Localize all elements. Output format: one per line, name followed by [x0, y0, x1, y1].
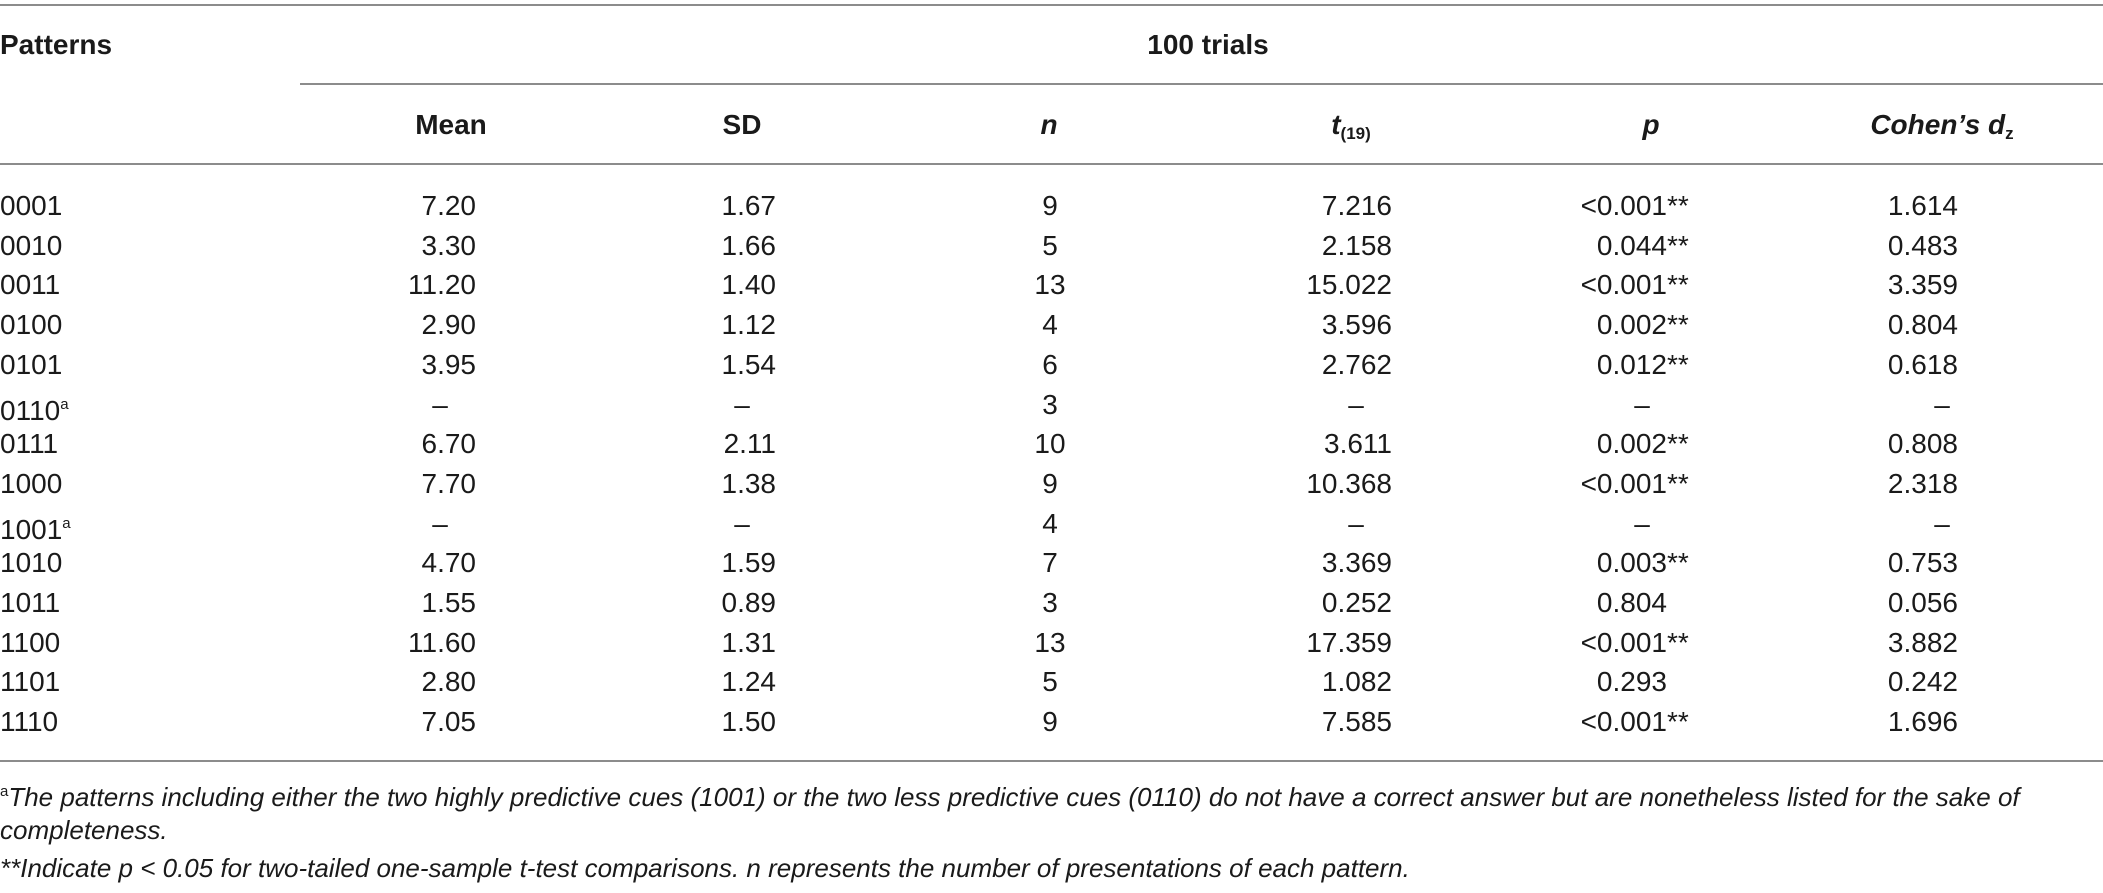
- footnote-marker: a: [62, 514, 71, 532]
- t-cell: 7.216: [1321, 190, 1392, 221]
- pattern-value: 0110: [0, 394, 61, 426]
- p-header: [1642, 108, 1659, 142]
- sd-header-label: SD: [722, 109, 762, 140]
- t-cell: 15.022: [1306, 269, 1392, 301]
- mean-cell: 3.30: [421, 229, 476, 261]
- cohens-d-cell: –: [1934, 388, 1950, 420]
- footnote-text: completeness.: [0, 815, 168, 845]
- p-value: 0.804: [1596, 587, 1667, 618]
- sd-header: [723, 108, 762, 142]
- footnote-line: [0, 773, 2103, 816]
- cohens-d-cell: 2.318: [1887, 467, 1958, 499]
- p-cell: [1581, 626, 1720, 660]
- cohens-d-cell: 1.696: [1887, 706, 1958, 738]
- t-cell: 3.596: [1321, 309, 1392, 341]
- pattern-cell: [0, 705, 58, 739]
- pattern-cell: [0, 427, 58, 461]
- sd-cell: 1.66: [721, 229, 776, 261]
- cohens-d-cell: 0.242: [1887, 666, 1958, 698]
- footnote-marker: a: [60, 395, 69, 413]
- cohens-d-header-subscript: z: [2005, 124, 2014, 143]
- sd-cell: 1.40: [721, 269, 776, 301]
- n-cell: 10: [1034, 428, 1066, 460]
- pattern-value: 1110: [0, 706, 59, 738]
- n-cell: 9: [1042, 706, 1058, 738]
- pattern-value: 0101: [0, 348, 63, 380]
- pattern-value: 0001: [0, 190, 63, 221]
- stub-header: Patterns: [0, 29, 113, 60]
- t-cell: 1.082: [1321, 666, 1392, 698]
- pattern-value: 1101: [0, 666, 61, 698]
- n-cell: 4: [1042, 309, 1058, 341]
- p-cell: –: [1634, 507, 1650, 539]
- p-value: 0.002: [1596, 309, 1667, 341]
- p-value: 0.293: [1596, 666, 1667, 698]
- mean-cell: 1.55: [421, 587, 476, 618]
- mean-cell: 6.70: [421, 428, 476, 460]
- mean-header-label: Mean: [415, 109, 487, 140]
- p-cell: [1597, 546, 1720, 580]
- mean-cell: 7.70: [421, 467, 476, 499]
- footnote-text: The patterns including either the two highly predictive cues (1001) or the two less predictive cues (0110) do not have a correct answer but are nonetheless listed for the sake of: [8, 782, 2020, 812]
- pattern-value: 0010: [0, 229, 63, 261]
- significance-marker: **: [1667, 190, 1689, 221]
- p-cell: [1597, 665, 1720, 699]
- mean-cell: 11.60: [408, 626, 476, 658]
- p-cell: [1597, 348, 1720, 382]
- pattern-cell: [0, 546, 62, 580]
- n-cell: 13: [1034, 626, 1066, 658]
- p-value: <0.001: [1580, 706, 1667, 738]
- significance-marker: **: [1667, 348, 1689, 380]
- n-cell: 6: [1042, 348, 1058, 380]
- p-value: <0.001: [1580, 626, 1667, 658]
- p-cell: [1581, 705, 1720, 739]
- p-header-label: p: [1642, 109, 1660, 140]
- p-cell: [1581, 268, 1720, 302]
- t-cell: 0.252: [1321, 587, 1392, 618]
- sd-cell: 1.54: [721, 348, 776, 380]
- sd-cell: 1.50: [721, 706, 776, 738]
- t-header: [1331, 108, 1371, 151]
- significance-marker: **: [1667, 626, 1689, 658]
- pattern-value: 0011: [0, 269, 61, 301]
- n-cell: 7: [1042, 547, 1058, 579]
- footnote-line: [0, 849, 2103, 887]
- p-cell: [1597, 586, 1720, 620]
- pattern-value: 1100: [0, 626, 61, 658]
- table-bottom-rule: [0, 760, 2103, 762]
- group-header-rule: [300, 83, 2103, 85]
- t-header-subscript: (19): [1340, 124, 1371, 143]
- p-cell: [1581, 189, 1720, 223]
- p-value: 0.044: [1596, 229, 1667, 261]
- pattern-cell: [0, 189, 62, 223]
- mean-cell: 11.20: [408, 269, 476, 301]
- significance-marker: **: [1667, 706, 1689, 738]
- cohens-d-cell: 0.804: [1887, 309, 1958, 341]
- t-cell: –: [1348, 388, 1364, 420]
- mean-cell: –: [432, 388, 448, 420]
- mean-cell: –: [432, 507, 448, 539]
- t-cell: 2.158: [1321, 229, 1392, 261]
- pattern-cell: [0, 665, 60, 699]
- pattern-cell: [0, 388, 69, 428]
- n-cell: 5: [1042, 666, 1058, 698]
- t-cell: 7.585: [1321, 706, 1392, 738]
- p-value: <0.001: [1580, 269, 1667, 301]
- n-cell: 9: [1042, 190, 1058, 221]
- cohens-d-cell: –: [1934, 507, 1950, 539]
- significance-marker: **: [1667, 547, 1689, 579]
- sd-cell: –: [734, 507, 750, 539]
- n-cell: 9: [1042, 467, 1058, 499]
- sd-cell: 1.24: [721, 666, 776, 698]
- mean-cell: 2.90: [421, 309, 476, 341]
- cohens-d-header-label: Cohen’s d: [1870, 109, 2006, 140]
- pattern-cell: [0, 348, 62, 382]
- t-cell: –: [1348, 507, 1364, 539]
- pattern-value: 1011: [0, 587, 61, 618]
- sd-cell: 1.67: [721, 190, 776, 221]
- mean-cell: 7.05: [421, 706, 476, 738]
- p-value: 0.003: [1596, 547, 1667, 579]
- pattern-value: 1000: [0, 467, 63, 499]
- footnote-text: **Indicate p < 0.05 for two-tailed one-sample t-test comparisons. n represents the number of presentations of each pattern.: [0, 853, 1410, 883]
- cohens-d-cell: 3.882: [1887, 626, 1958, 658]
- pattern-cell: [0, 507, 71, 547]
- sd-cell: –: [734, 388, 750, 420]
- t-cell: 10.368: [1306, 467, 1392, 499]
- significance-marker: **: [1667, 309, 1689, 341]
- mean-header: [415, 108, 487, 142]
- n-header-label: n: [1040, 109, 1058, 140]
- n-cell: 3: [1042, 587, 1058, 618]
- cohens-d-cell: 0.753: [1887, 547, 1958, 579]
- sd-cell: 1.38: [721, 467, 776, 499]
- significance-marker: **: [1667, 269, 1689, 301]
- group-header: 100 trials: [1147, 29, 1269, 60]
- p-cell: [1597, 229, 1720, 263]
- mean-cell: 2.80: [421, 666, 476, 698]
- cohens-d-cell: 0.808: [1887, 428, 1958, 460]
- cohens-d-header: [1870, 108, 2013, 151]
- mean-cell: 3.95: [421, 348, 476, 380]
- pattern-value: 0111: [0, 428, 59, 460]
- pattern-cell: [0, 467, 62, 501]
- t-cell: 17.359: [1306, 626, 1392, 658]
- sd-cell: 1.31: [721, 626, 776, 658]
- pattern-cell: [0, 626, 60, 660]
- sd-cell: 1.12: [721, 309, 776, 341]
- t-header-label: t: [1331, 109, 1341, 140]
- pattern-value: 0100: [0, 309, 63, 341]
- p-cell: –: [1634, 388, 1650, 420]
- t-cell: 3.611: [1324, 428, 1392, 460]
- n-cell: 13: [1034, 269, 1066, 301]
- footnote-line: [0, 811, 2103, 849]
- mean-cell: 4.70: [421, 547, 476, 579]
- pattern-cell: [0, 229, 62, 263]
- cohens-d-cell: 0.056: [1887, 587, 1958, 618]
- p-value: 0.002: [1596, 428, 1667, 460]
- pattern-cell: [0, 586, 60, 620]
- sd-cell: 1.59: [721, 547, 776, 579]
- p-value: 0.012: [1596, 348, 1667, 380]
- p-value: <0.001: [1580, 467, 1667, 499]
- n-cell: 5: [1042, 229, 1058, 261]
- mean-cell: 7.20: [421, 190, 476, 221]
- n-header: [1040, 108, 1057, 142]
- cohens-d-cell: 0.483: [1887, 229, 1958, 261]
- pattern-value: 1001: [0, 513, 63, 545]
- p-cell: [1597, 427, 1720, 461]
- footnote-marker: a: [0, 783, 9, 800]
- p-cell: [1597, 308, 1720, 342]
- table-top-rule: [0, 4, 2103, 6]
- p-value: <0.001: [1580, 190, 1667, 221]
- sd-cell: 0.89: [721, 587, 776, 618]
- significance-marker: **: [1667, 467, 1689, 499]
- header-bottom-rule: [0, 163, 2103, 165]
- significance-marker: **: [1667, 428, 1689, 460]
- n-cell: 4: [1042, 507, 1058, 539]
- n-cell: 3: [1042, 388, 1058, 420]
- pattern-cell: [0, 308, 62, 342]
- t-cell: 3.369: [1321, 547, 1392, 579]
- pattern-cell: [0, 268, 60, 302]
- significance-marker: **: [1667, 229, 1689, 261]
- cohens-d-cell: 0.618: [1887, 348, 1958, 380]
- cohens-d-cell: 1.614: [1887, 190, 1958, 221]
- cohens-d-cell: 3.359: [1887, 269, 1958, 301]
- t-cell: 2.762: [1321, 348, 1392, 380]
- sd-cell: 2.11: [723, 428, 776, 460]
- pattern-value: 1010: [0, 547, 63, 579]
- p-cell: [1581, 467, 1720, 501]
